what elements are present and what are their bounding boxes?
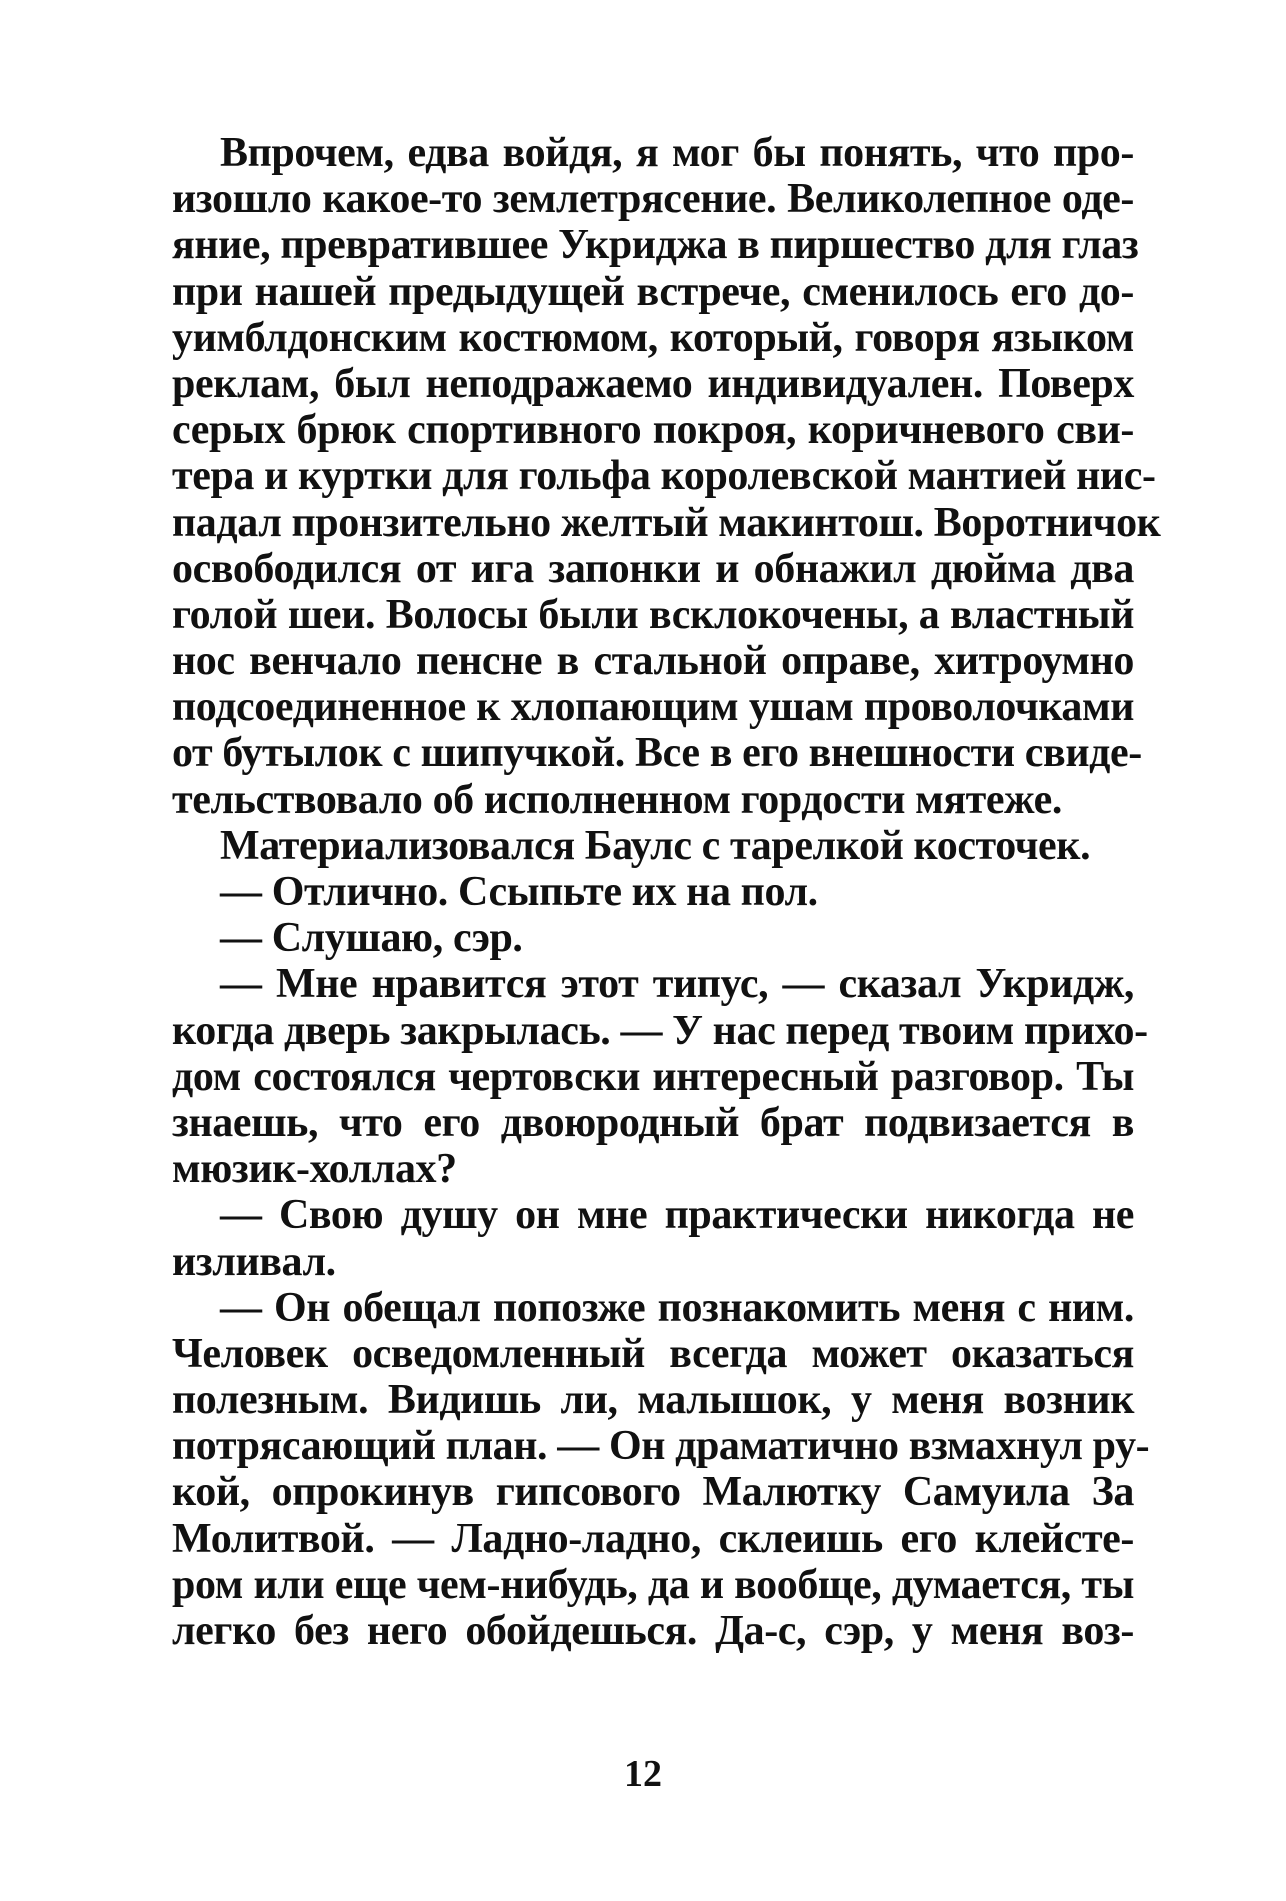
text-line: полезным. Видишь ли, малышок, у меня возник	[172, 1377, 1134, 1424]
text-line: знаешь, что его двоюродный брат подвизается в	[172, 1099, 1134, 1146]
text-line: при нашей предыдущей встрече, сменилось его до-	[172, 268, 1134, 315]
text-line: — Слушаю, сэр.	[220, 915, 523, 962]
text-line: тельствовало об исполненном гордости мятеже.	[172, 776, 1062, 823]
text-line: изливал.	[172, 1238, 336, 1285]
text-line: мюзик-холлах?	[172, 1146, 457, 1193]
text-line: уимблдонским костюмом, который, говоря языком	[172, 314, 1134, 361]
text-line: легко без него обойдешься. Да-с, сэр, у меня воз-	[172, 1608, 1134, 1654]
text-line: реклам, был неподражаемо индивидуален. Поверх	[172, 360, 1134, 407]
text-line: Впрочем, едва войдя, я мог бы понять, что про-	[220, 130, 1134, 176]
text-line: тера и куртки для гольфа королевской мантией нис-	[172, 453, 1156, 500]
text-line: подсоединенное к хлопающим ушам проволочками	[172, 684, 1134, 731]
text-line: изошло какое-то землетрясение. Великолепное оде-	[172, 176, 1134, 223]
text-line: ром или еще чем-нибудь, да и вообще, думается, ты	[172, 1561, 1134, 1608]
text-line: дом состоялся чертовски интересный разговор. Ты	[172, 1053, 1134, 1100]
text-line: потрясающий план. — Он драматично взмахнул ру-	[172, 1423, 1150, 1470]
text-line: Материализовался Баулс с тарелкой косточек.	[220, 822, 1091, 869]
text-line: — Свою душу он мне практически никогда не	[220, 1192, 1134, 1239]
page-number: 12	[624, 1753, 662, 1795]
text-line: освободился от ига запонки и обнажил дюйма два	[172, 545, 1134, 592]
text-line: нос венчало пенсне в стальной оправе, хитроумно	[172, 638, 1134, 685]
text-line: когда дверь закрылась. — У нас перед твоим прихо-	[172, 1007, 1148, 1054]
text-line: — Он обещал попозже познакомить меня с ним.	[220, 1284, 1134, 1331]
text-line: от бутылок с шипучкой. Все в его внешности свиде-	[172, 730, 1142, 777]
text-line: голой шеи. Волосы были всклокочены, а властный	[172, 591, 1134, 638]
text-line: — Мне нравится этот типус, — сказал Укридж,	[220, 961, 1134, 1008]
text-line: кой, опрокинув гипсового Малютку Самуила За	[172, 1469, 1134, 1516]
text-line: Молитвой. — Ладно-ладно, склеишь его клейсте-	[172, 1515, 1134, 1562]
text-line: яние, превратившее Укриджа в пиршество для глаз	[172, 222, 1139, 269]
body-text	[172, 130, 1161, 1654]
text-line: серых брюк спортивного покроя, коричневого сви-	[172, 407, 1134, 454]
text-line: падал пронзительно желтый макинтош. Воротничок	[172, 499, 1161, 546]
text-line: Человек осведомленный всегда может оказаться	[172, 1330, 1134, 1377]
text-line: — Отлично. Ссыпьте их на пол.	[220, 869, 818, 915]
